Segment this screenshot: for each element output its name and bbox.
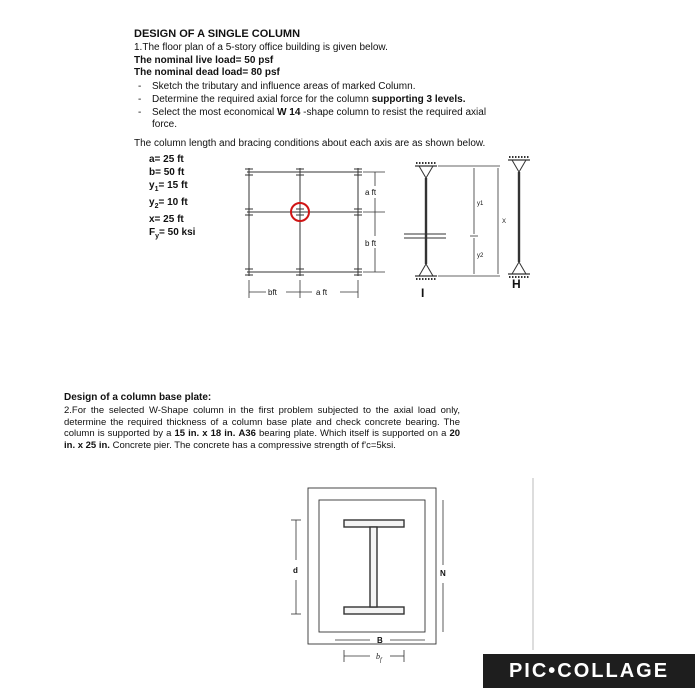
problem2-text-bold: 20 in. x 25 in.: [64, 428, 461, 451]
problem2-text-bold: A36: [238, 428, 256, 439]
var-y2-sub: 2: [154, 203, 159, 210]
problem2-text-bold: 15 in. x 18 in.: [174, 428, 236, 439]
bullet-2-pre: Determine the required axial force for the column: [152, 94, 372, 105]
var-y1-name: y: [149, 180, 155, 191]
label-n: N: [440, 569, 446, 578]
problem2-text: [64, 405, 460, 451]
floor-plan-dims-bottom: [249, 280, 358, 298]
var-y2-name: y: [149, 197, 155, 208]
elevation-column-h: [508, 157, 530, 277]
label-x: X: [502, 219, 507, 225]
pic-collage-watermark: PIC•COLLAGE: [483, 654, 695, 688]
var-x: x= 25 ft: [149, 214, 184, 225]
var-y2: [149, 196, 195, 213]
bullet-dash: -: [138, 81, 142, 92]
label-bf-sub: f: [380, 657, 382, 664]
var-y1: [149, 179, 195, 196]
var-fy-value: = 50 ksi: [159, 227, 196, 238]
bullet-1-text: Sketch the tributary and influence areas of marked Column.: [152, 81, 416, 92]
elevation-column-i: [404, 163, 446, 279]
bullet-2-text: [152, 94, 465, 106]
var-fy-sub: y: [155, 233, 160, 240]
label-bf: [376, 651, 382, 667]
label-bft: bft: [268, 288, 277, 297]
label-aft: a ft: [316, 288, 328, 297]
bearing-plate-outline: [319, 500, 425, 632]
var-fy-name: F: [149, 227, 156, 238]
base-plate-drawing: [291, 488, 443, 662]
variable-list: [149, 153, 195, 243]
var-y1-value: = 15 ft: [158, 180, 188, 191]
column-web: [370, 527, 377, 607]
problem2-text-part: bearing plate. Which itself is supported on a: [255, 428, 450, 439]
problem1-title: DESIGN OF A SINGLE COLUMN: [134, 28, 301, 40]
problem2-text-part: Concrete pier. The concrete has a compressive strength of f'c=5ksi.: [109, 439, 396, 451]
section-label-h: H: [512, 277, 521, 291]
bullet-dash: -: [138, 94, 142, 105]
floor-plan-grid: [245, 168, 362, 276]
top-flange: [344, 520, 404, 527]
var-y1-sub: 1: [154, 186, 159, 193]
var-b: b= 50 ft: [149, 167, 185, 178]
var-fy: [149, 226, 195, 243]
bullet-3-bold: W 14: [277, 107, 301, 118]
column-markers: [245, 169, 362, 275]
label-d: d: [293, 566, 298, 575]
var-y2-value: = 10 ft: [158, 197, 188, 208]
problem2-text-part: 2.For the selected W-Shape column in the first problem subjected to the axial load only, determine the required thickness of a column base plate and check concrete bearing. The column is supported by a: [64, 405, 460, 439]
bottom-flange: [344, 607, 404, 614]
bullet-dash: -: [138, 107, 142, 118]
live-load: The nominal live load= 50 psf: [134, 55, 274, 66]
bullet-3-line2: force.: [152, 119, 178, 130]
dead-load: The nominal dead load= 80 psf: [134, 67, 280, 78]
bullet-3-text: [152, 107, 486, 119]
section-label-i: I: [421, 286, 425, 300]
bullet-2-bold: supporting 3 levels.: [371, 94, 466, 105]
label-a-ft: a ft: [365, 188, 377, 197]
bullet-3-pre: Select the most economical: [152, 107, 278, 118]
concrete-pier-outline: [308, 488, 436, 644]
bracing-conditions: The column length and bracing conditions about each axis are as shown below.: [134, 138, 486, 149]
var-a: a= 25 ft: [149, 154, 184, 165]
label-b: B: [377, 636, 383, 645]
elevation-dims: [438, 166, 500, 276]
label-y2: y2: [477, 253, 484, 259]
marked-column-circle: [291, 203, 309, 221]
label-bf-main: b: [376, 652, 380, 661]
bullet-3-post: -shape column to resist the required axial: [300, 107, 487, 118]
problem2-heading: Design of a column base plate:: [64, 392, 212, 403]
label-y1: y1: [477, 201, 484, 207]
problem1-intro: 1.The floor plan of a 5-story office building is given below.: [134, 42, 388, 53]
label-b-ft: b ft: [365, 239, 377, 248]
